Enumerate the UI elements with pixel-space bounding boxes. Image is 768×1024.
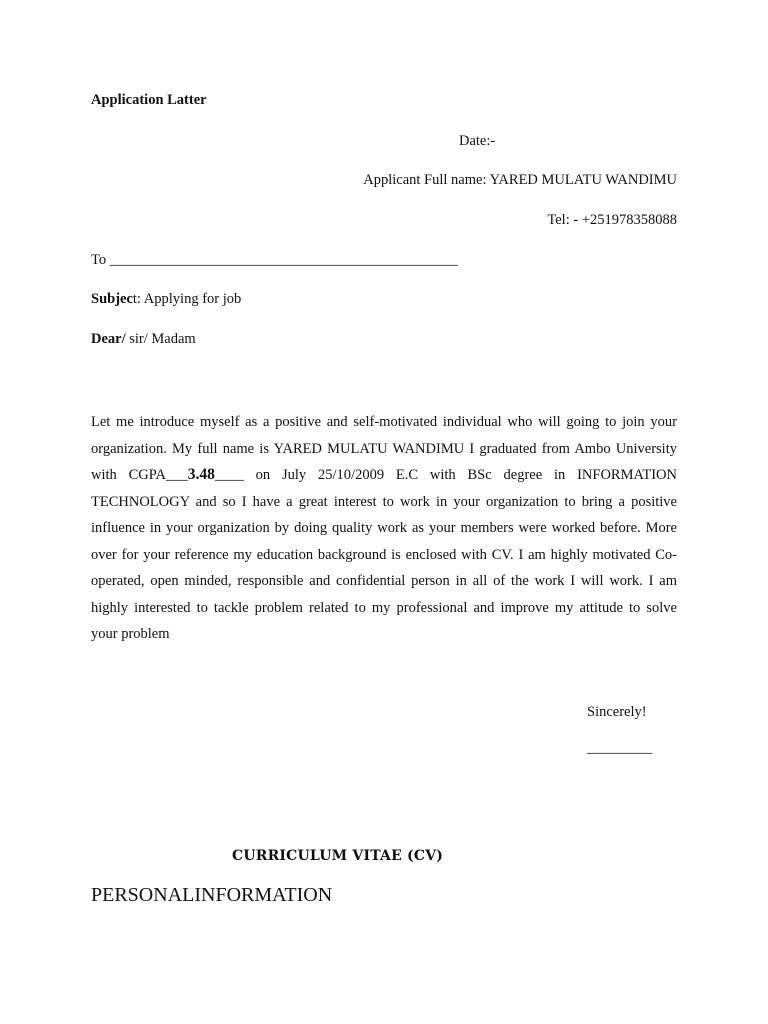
subject-text: t: Applying for job	[132, 291, 242, 307]
salutation-line	[91, 331, 196, 348]
salutation-text: sir/ Madam	[125, 331, 196, 347]
subject-line	[91, 291, 241, 308]
cv-title: CURRICULUM VITAE (CV)	[232, 848, 444, 864]
body-line: Let me introduce myself as a positive and self-motivated individual who will going to join your	[91, 414, 677, 430]
letter-body	[91, 409, 677, 648]
body-line: influence in your organization by doing quality work as your members were worked before. More	[91, 520, 677, 536]
applicant-name-line: Applicant Full name: YARED MULATU WANDIMU	[363, 172, 677, 188]
cgpa-value: 3.48	[187, 466, 215, 483]
recipient-line: To ________________________________________________	[91, 252, 458, 268]
body-line: your problem	[91, 626, 170, 642]
date-line: Date:-	[459, 133, 496, 149]
letter-heading: Application Latter	[91, 92, 207, 108]
body-line: operated, open minded, responsible and confidential person in all of the work I will work. I am	[91, 573, 677, 589]
body-line: organization. My full name is YARED MULATU WANDIMU I graduated from Ambo University	[91, 440, 677, 457]
salutation-label: Dear/	[91, 331, 126, 347]
subject-label: Subjec	[91, 291, 133, 307]
body-line: highly interested to tackle problem related to my professional and improve my attitude to solve	[91, 599, 677, 616]
body-line-cgpa	[91, 462, 677, 489]
signature-line: _________	[587, 740, 653, 756]
section-heading-personal-information: PERSONALINFORMATION	[91, 884, 333, 906]
body-line: over for your reference my education background is enclosed with CV. I am highly motivated Co-	[91, 546, 677, 563]
closing-text: Sincerely!	[587, 704, 647, 720]
telephone-line: Tel: - +251978358088	[547, 212, 677, 228]
cgpa-suffix: ____ on July 25/10/2009 E.C with BSc degree in INFORMATION	[214, 467, 677, 483]
body-line: TECHNOLOGY and so I have a great interest to work in your organization to bring a positive	[91, 493, 677, 510]
cgpa-prefix: with CGPA___	[91, 467, 188, 483]
